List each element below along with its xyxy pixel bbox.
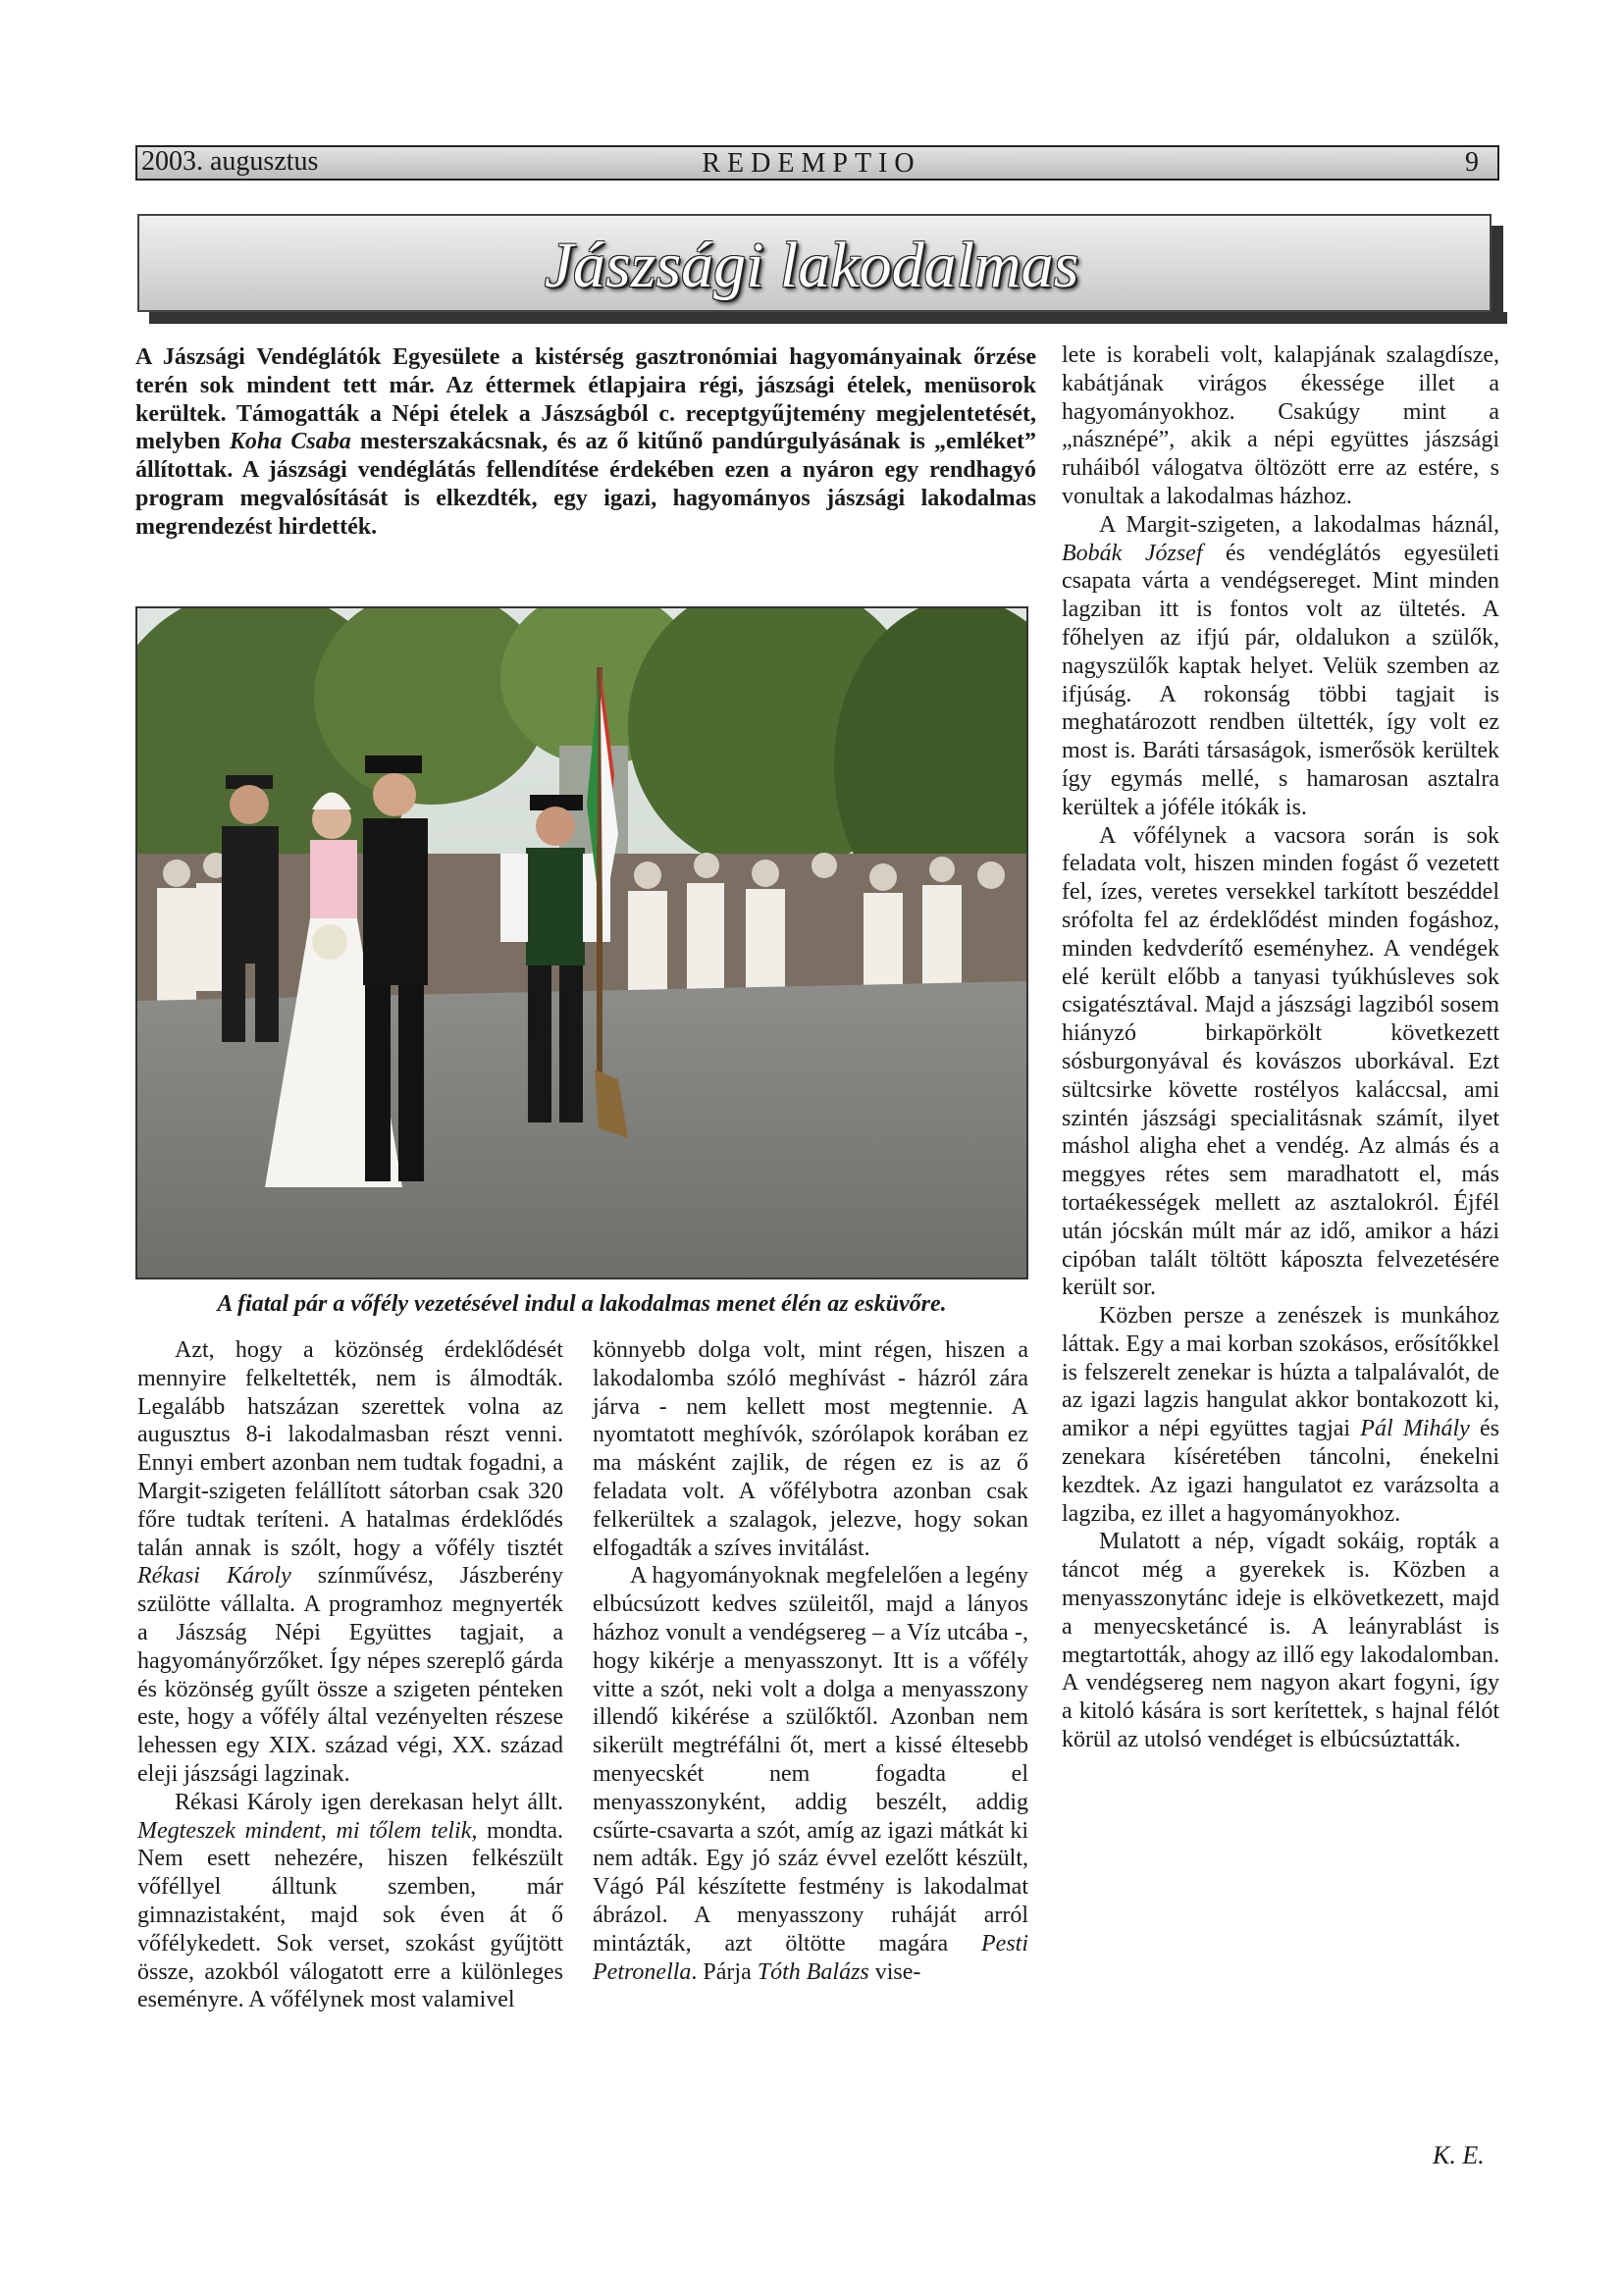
col3-p2-end: és vendéglátós egyesületi csapata várta a vendégsereget. Mint minden lagziban itt is fontos volt az ültetés. A főhelyen az ifjú pár, oldalukon a szülők, nagyszülők kaptak helyet. Velük szemben az ifjúság. A rokonság többi tagjait is meghatározott rendben ültették, így volt ez most is. Baráti társaságok, ismerősök kerültek így egymás mellé, s hamarosan asztalra kerültek a jóféle itókák is. xyxy=(1062,540,1499,820)
photo-caption: A fiatal pár a vőfély vezetésével indul a lakodalmas menet élén az esküvőre. xyxy=(217,1291,947,1317)
col3-paragraph-2 xyxy=(1062,511,1499,822)
col2-paragraph-2 xyxy=(593,1562,1028,1986)
col3-paragraph-5: Mulatott a nép, vígadt sokáig, ropták a táncot még a gyerekek is. Közben a menyasszonytánc ideje is elkövetkezett, majd a menyecsketáncé is. A leányrablást is megtartották, ahogy az illő egy lakodalomban. A vendégsereg nem nagyon akart fogyni, így a kitoló kására is sort kerítettek, s hajnal félót körül az utolsó vendéget is elbúcsúztatták. xyxy=(1062,1529,1499,1753)
col2-p2-end: vise- xyxy=(868,1958,921,1985)
lead-text-2: mesterszakácsnak, és az ő kitűnő pandúrgulyásának is „emléket” állítottak. A jászsági vendéglátás fellendítése érdekében ezen a nyáron egy rendhagyó program megvalósítását is elkezdték, egy igazi, hagyományos jászsági lakodalmas megrendezést hirdették. xyxy=(135,429,1037,540)
lead-name: Koha Csaba xyxy=(229,429,351,455)
wedding-photo xyxy=(135,606,1028,1279)
page-number: 9 xyxy=(1465,147,1479,178)
col1-p1-name: Rékasi Károly xyxy=(137,1563,291,1590)
lead-text-1: A Jászsági Vendéglátók Egyesülete a kistérség gasztronómiai hagyományainak őrzése terén sok mindent tett már. Az éttermek étlapjaira régi, jászsági ételek, menüsorok kerültek. Támogatták a Népi ételek a Jászságból c. receptgyűjtemény megjelentetését, melyben xyxy=(135,344,1036,455)
col1-p2-end: mondta. Nem esett nehezére, hiszen felkészült vőféllyel álltunk szemben, már gimnazistaként, majd sok éven át ő vőfélykedett. Sok verset, szokást gyűjtött össze, azokból válogatott erre a különleges eseményre. A vőfélynek most valamivel xyxy=(137,1817,563,2013)
col3-p4-name: Pál Mihály xyxy=(1360,1416,1470,1442)
article-title: Jászsági lakodalmas xyxy=(544,230,1079,301)
col2-paragraph-1: könnyebb dolga volt, mint régen, hiszen a lakodalomba szóló meghívást - házról zára járva - nem kellett most megtennie. A nyomtatott meghívók, szórólapok korában ez ma másként zajlik, de régen ez is az ő feladata volt. A vőfélybotra azonban csak felkerültek a szalagok, jelezve, hogy sokan elfogadták a szíves invitálást. xyxy=(593,1337,1028,1561)
article-lead xyxy=(135,343,1036,542)
col3-p2-name: Bobák József xyxy=(1062,540,1203,566)
col2-p2-name2: Tóth Balázs xyxy=(757,1958,869,1985)
col1-p2-text: Rékasi Károly igen derekasan helyt állt. xyxy=(175,1789,563,1815)
col1-p1-end: színművész, Jászberény szülötte vállalta. A programhoz megnyerték a Jászság Népi Együttes tagjait, a hagyományőrzőket. Így népes szereplő gárda és közönség gyűlt össze a szigeten pénteken este, hogy a vőfély által vezényelten részese lehessen egy XIX. század végi, XX. század eleji jászsági lagzinak. xyxy=(137,1563,563,1787)
col2-p2-text: A hagyományoknak megfelelően a legény elbúcsúzott kedves szüleitől, majd a lányos házhoz vonult a vendégsereg – a Víz utcába -, hogy kikérje a menyasszonyt. Itt is a vőfély vitte a szót, neki volt a dolga a menyasszony illendő kikérése a szülőktől. Azonban nem sikerült megtréfálni őt, mert a kissé éltesebb menyecskét nem fogadta el menyasszonyként, addig beszélt, addig csűrte-csavarta a szót, amíg az igazi mátkát ki nem adták. Egy jó száz évvel ezelőtt készült, Vágó Pál készítette festmény is lakodalmat ábrázol. A menyasszony ruháját arról mintázták, azt öltötte magára xyxy=(593,1563,1028,1957)
column-1 xyxy=(137,1336,563,2014)
col2-p2-mid: . Párja xyxy=(691,1958,758,1985)
author-signature: K. E. xyxy=(1433,2141,1485,2169)
col2-p2-name1: Pesti Petronella xyxy=(593,1930,1028,1985)
col3-p4-end: és zenekara kíséretében táncolni, énekelni kezdtek. Az igazi hangulatot ez varázsolta a lagziba, ez illet a hagyományokhoz. xyxy=(1062,1416,1499,1527)
col3-p2-text: A Margit-szigeten, a lakodalmas háznál, xyxy=(1099,511,1499,538)
col3-p4-text: Közben persze a zenészek is munkához láttak. Egy a mai korban szokásos, erősítőkkel is felszerelt zenekar is húzta a talpalávalót, de az igazi lagzis hangulat akkor bontakozott ki, amikor a népi együttes tagjai xyxy=(1062,1303,1499,1442)
col1-p1-text: Azt, hogy a közönség érdeklődését mennyire felkeltették, nem is álmodták. Legalább hatszázan szerettek volna az augusztus 8-i lakodalmasban részt venni. Ennyi embert azonban nem tudtak fogadni, a Margit-szigeten felállított sátorban csak 320 főre tudtak teríteni. A hatalmas érdeklődés talán annak is szólt, hogy a vőfély tisztét xyxy=(137,1337,563,1561)
col1-p2-quote: Megteszek mindent, mi tőlem telik, xyxy=(137,1817,478,1844)
issue-date: 2003. augusztus xyxy=(141,146,319,177)
col3-paragraph-1: lete is korabeli volt, kalapjának szalagdísze, kabátjának virágos ékessége illet a hagyományokhoz. Csakúgy mint a „násznépé”, akik a népi együttes jászsági ruháiból válogatva öltözött erre az estére, s vonultak a lakodalmas házhoz. xyxy=(1062,342,1499,509)
col3-paragraph-3: A vőfélynek a vacsora során is sok feladata volt, hiszen minden fogást ő vezetett fel, ízes, veretes versekkel tarkított beszéddel srófolta fel az érdeklődést minden fogáshoz, minden kedvderítő eseményhez. A vendégek elé került előbb a tanyasi tyúkhúsleves sok csigatésztával. Majd a jászsági lagziból sosem hiányzó birkapörkölt következett sósburgonyával és kovászos uborkával. Ezt sültcsirke követte rostélyos kaláccsal, ami szintén jászsági specialitásnak számít, ilyet máshol aligha ehet a vendég. Az almás és a meggyes rétes sem maradhatott el, más tortaékességek mellett az asztalokról. Éjfél után jócskán múlt már az idő, amikor a házi cipóban talált töltött káposzta felvezetésére került sor. xyxy=(1062,822,1499,1301)
photo-illustration xyxy=(137,608,1026,1278)
column-2 xyxy=(593,1336,1028,1986)
col1-paragraph-1 xyxy=(137,1336,563,1789)
column-3 xyxy=(1062,341,1499,1754)
col3-paragraph-4 xyxy=(1062,1302,1499,1528)
col1-paragraph-2 xyxy=(137,1789,563,2014)
publication-name: REDEMPTIO xyxy=(702,148,921,179)
